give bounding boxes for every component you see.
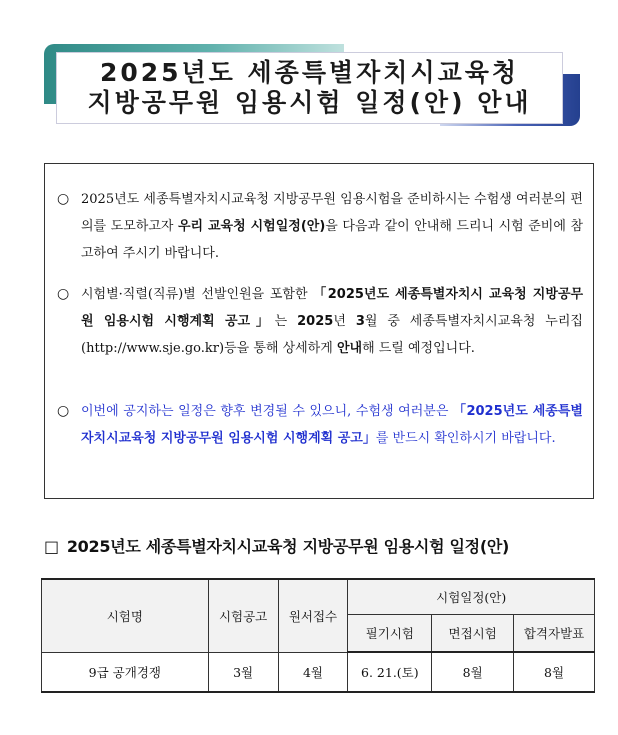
notice-item-2	[57, 281, 583, 362]
section-heading	[44, 534, 604, 560]
header-exam-name: 시험명	[42, 579, 209, 652]
notice-item-2-bold4: 안내	[336, 341, 363, 356]
notice-item-2-mid1: 는	[274, 314, 298, 329]
cell-application: 4월	[278, 652, 348, 692]
notice-item-2-after: 해 드릴 예정입니다.	[362, 341, 475, 356]
header-written: 필기시험	[348, 615, 432, 653]
notice-item-1-after: 을 다음과 같이 안내해 드리니 시험 준비에 참고하여 주시기 바랍니다.	[81, 219, 584, 261]
banner-box	[56, 52, 563, 124]
cell-written: 6. 21.(토)	[348, 652, 432, 692]
notice-item-2-mid2: 년	[333, 314, 356, 329]
page-title-line2: 지방공무원 임용시험 일정(안) 안내	[87, 88, 532, 117]
table-header-row-1	[42, 579, 595, 615]
notice-item-1-text	[81, 186, 583, 267]
bullet-circle-icon: ○	[57, 286, 70, 302]
notice-item-1-before: 2025년도 세종특별자치시교육청 지방공무원 임용시험을 준비하시는 수험생 여러분의 편의를 도모하고자	[81, 192, 583, 234]
header-application: 원서접수	[278, 579, 348, 652]
notice-item-3-bold: 「2025년도 세종특별자치시교육청 지방공무원 임용시험 시행계획 공고」	[81, 404, 583, 446]
notice-item-3-text1: 이번에 공지하는 일정은 향후 변경될 수 있으니, 수험생 여러분은	[81, 404, 453, 419]
notice-item-2-bold1: 「2025년도 세종특별자치시 교육청 지방공무원 임용시험 시행계획 공고」	[81, 287, 584, 329]
table-row	[42, 652, 595, 692]
cell-result: 8월	[514, 652, 595, 692]
notice-item-2-bold3: 3	[355, 314, 365, 329]
notice-box	[44, 163, 594, 499]
notice-item-1-bold: 우리 교육청 시험일정(안)	[177, 219, 326, 234]
header-result: 합격자발표	[514, 615, 595, 653]
section-heading-text: 2025년도 세종특별자치시교육청 지방공무원 임용시험 일정(안)	[66, 537, 510, 556]
header-exam-notice: 시험공고	[208, 579, 278, 652]
notice-item-2-bold2: 2025	[297, 314, 334, 329]
title-banner	[44, 44, 580, 130]
cell-exam-notice: 3월	[208, 652, 278, 692]
notice-item-2-text	[81, 281, 583, 362]
notice-item-3-text	[81, 398, 583, 452]
notice-item-1	[57, 186, 583, 267]
header-interview: 면접시험	[432, 615, 514, 653]
notice-item-2-before: 시험별·직렬(직류)별 선발인원을 포함한	[81, 287, 314, 302]
cell-exam-name: 9급 공개경쟁	[42, 652, 209, 692]
schedule-table	[41, 578, 595, 693]
notice-item-3-text2: 를 반드시 확인하시기 바랍니다.	[375, 431, 556, 446]
header-schedule-group: 시험일정(안)	[348, 579, 595, 615]
bullet-circle-icon: ○	[57, 191, 70, 207]
square-bullet-icon: □	[44, 537, 59, 556]
page-title-line1: 2025년도 세종특별자치시교육청	[99, 58, 520, 87]
cell-interview: 8월	[432, 652, 514, 692]
notice-item-2-mid3: 월 중 세종특별자치시교육청 누리집(http://www.sje.go.kr)등을 통해 상세하게	[81, 314, 583, 356]
notice-item-3	[57, 398, 583, 452]
bullet-circle-icon: ○	[57, 403, 70, 419]
